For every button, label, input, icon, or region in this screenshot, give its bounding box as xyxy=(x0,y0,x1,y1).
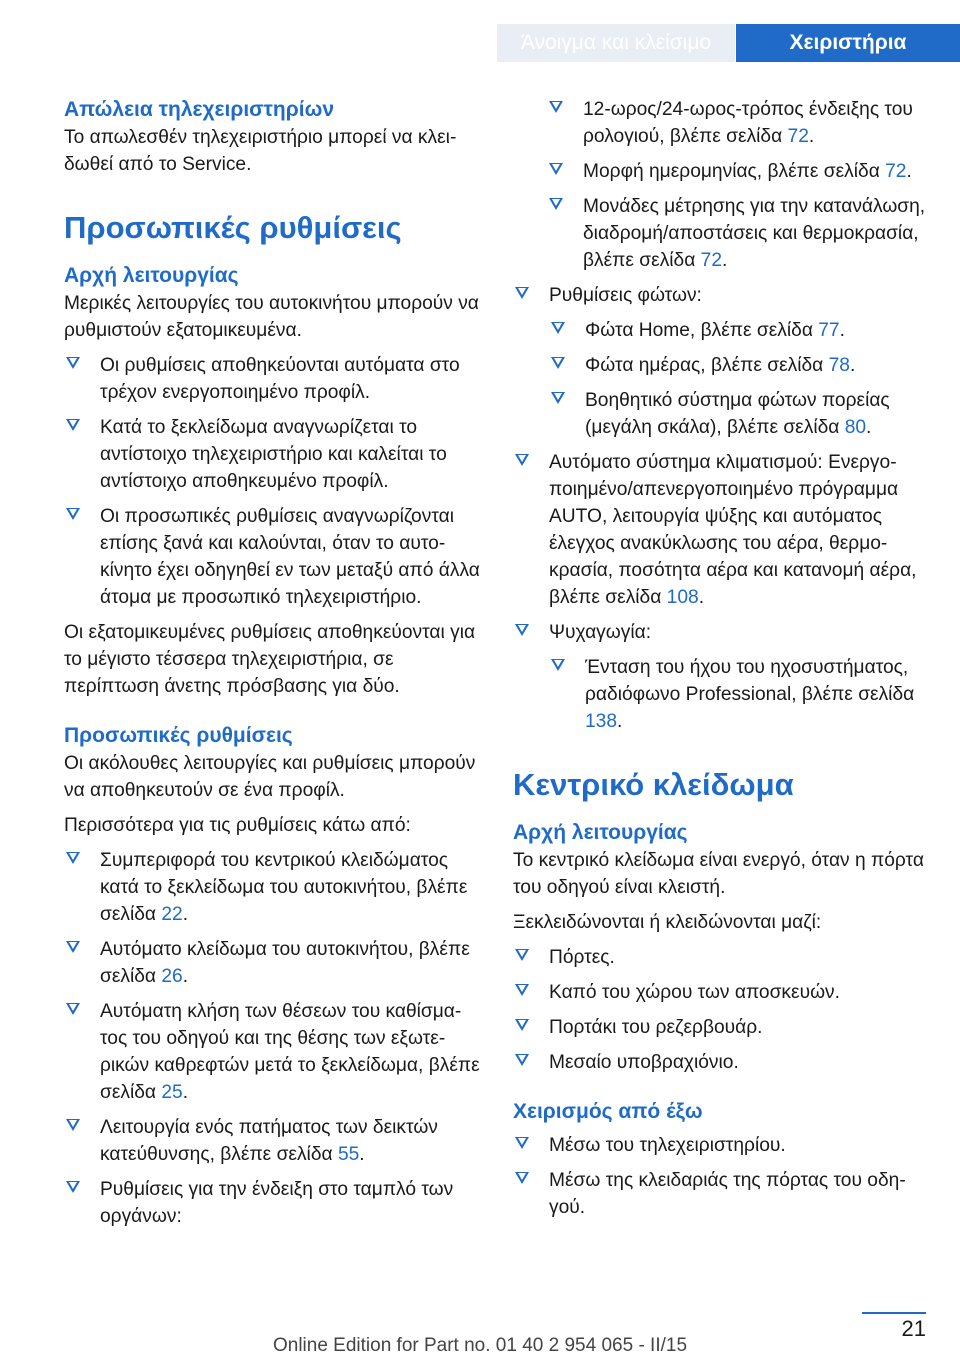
list-item: Λειτουργία ενός πατήματος των δεικτών κατεύθυνσης, βλέπε σελίδα 55. xyxy=(64,1114,482,1168)
list-item: Κατά το ξεκλείδωμα αναγνωρίζεται το αντίστοιχο τηλεχειριστήριο και καλείται το αντίστοιχο αποθηκευμένο προφίλ. xyxy=(64,414,482,495)
list-item: Συμπεριφορά του κεντρικού κλειδώματος κατά το ξεκλείδωμα του αυτοκινήτου, βλέπε σελίδα 22. xyxy=(64,847,482,928)
personal-settings-heading: Προσωπικές ρυθμίσεις xyxy=(64,210,402,245)
triangle-bullet-icon xyxy=(515,288,529,300)
lost-remote-heading: Απώλεια τηλεχειριστηρίων xyxy=(64,98,334,121)
list-item: Φώτα Home, βλέπε σελίδα 77. xyxy=(549,317,927,344)
triangle-bullet-icon xyxy=(515,1173,529,1185)
triangle-bullet-icon xyxy=(515,985,529,997)
list-item: Μεσαίο υποβραχιόνιο. xyxy=(513,1049,927,1076)
header-section-label: Άνοιγμα και κλείσιμο xyxy=(520,31,712,54)
right-column xyxy=(513,96,927,1229)
page-reference-link[interactable]: 78 xyxy=(828,355,850,376)
display-sublist xyxy=(513,96,927,274)
triangle-bullet-icon xyxy=(551,358,565,370)
header-section-tab xyxy=(497,24,735,62)
page-reference-link[interactable]: 80 xyxy=(844,417,867,438)
list-item: Βοηθητικό σύστημα φώτων πορείας (μεγάλη σκάλα), βλέπε σελίδα 80. xyxy=(549,387,927,441)
page-reference-link[interactable]: 25 xyxy=(161,1082,183,1103)
central-principle-heading: Αρχή λειτουργίας xyxy=(513,821,688,844)
triangle-bullet-icon xyxy=(549,164,563,176)
triangle-bullet-icon xyxy=(66,942,80,954)
list-item: Φώτα ημέρας, βλέπε σελίδα 78. xyxy=(549,352,927,379)
list-item: Μέσω του τηλεχειριστηρίου. xyxy=(513,1132,927,1159)
list-item: Ρυθμίσεις φώτων: Φώτα Home, βλέπε σελίδα 77. Φώτα ημέρας, βλέπε σελίδα 78. Βοηθητικό σύστημα φώτων πορείας (μεγάλη σκάλα), βλέπε σελίδα 80. xyxy=(513,282,927,441)
list-item: Αυτόματο κλείδωμα του αυτοκινήτου, βλέπε σελίδα 26. xyxy=(64,936,482,990)
list-item: Αυτόματη κλήση των θέσεων του καθίσματος του οδηγού και της θέσης των εξωτερικών καθρεφτών μετά το ξεκλείδωμα, βλέπε σελίδα 25. xyxy=(64,998,482,1106)
page-reference-link[interactable]: 72 xyxy=(787,126,809,147)
triangle-bullet-icon xyxy=(549,102,563,114)
triangle-bullet-icon xyxy=(551,393,565,405)
triangle-bullet-icon xyxy=(66,853,80,865)
triangle-bullet-icon xyxy=(515,455,529,467)
page-header xyxy=(0,0,960,62)
list-item: Ψυχαγωγία: Ένταση του ήχου του ηχοσυστήματος, ραδιόφωνο Professional, βλέπε σελίδα 138. xyxy=(513,619,927,735)
triangle-bullet-icon xyxy=(515,1055,529,1067)
central-list xyxy=(513,944,927,1076)
settings-list xyxy=(64,847,482,1230)
outside-list xyxy=(513,1132,927,1221)
principle-note: Οι εξατομικευμένες ρυθμίσεις αποθηκεύονται για το μέγιστο τέσσερα τηλεχειριστήρια, σε περίπτωση άνετης πρόσβασης για δύο. xyxy=(64,622,476,697)
central-locking-heading: Κεντρικό κλείδωμα xyxy=(513,767,794,802)
triangle-bullet-icon xyxy=(515,1138,529,1150)
list-item: Ρυθμίσεις για την ένδειξη στο ταμπλό των οργάνων: xyxy=(64,1176,482,1230)
settings-heading: Προσωπικές ρυθμίσεις xyxy=(64,724,293,747)
page-number: 21 xyxy=(901,1316,926,1341)
list-item: Ένταση του ήχου του ηχοσυστήματος, ραδιόφωνο Professional, βλέπε σελίδα 138. xyxy=(549,654,927,735)
page-reference-link[interactable]: 26 xyxy=(161,966,183,987)
list-item: Πόρτες. xyxy=(513,944,927,971)
entertainment-sublist xyxy=(549,654,927,735)
list-item: Οι ρυθμίσεις αποθηκεύονται αυτόματα στο τρέχον ενεργοποιημένο προφίλ. xyxy=(64,352,482,406)
central-lock-text: Ξεκλειδώνονται ή κλειδώνονται μαζί: xyxy=(513,912,822,933)
page-reference-link[interactable]: 22 xyxy=(161,904,183,925)
header-chapter-tab: Χειριστήρια xyxy=(736,24,960,62)
page-reference-link[interactable]: 55 xyxy=(337,1144,360,1165)
list-item: 12-ωρος/24-ωρος-τρόπος ένδειξης του ρολογιού, βλέπε σελίδα 72. xyxy=(547,96,927,150)
list-item: Αυτόματο σύστημα κλιματισμού: Ενεργοποιημένο/απενεργοποιημένο πρόγραμμα AUTO, λειτουργία ψύξης και αυτόματος έλεγχος ανακύκλωσης του αέρα, θερμοκρασία, ποσότητα αέρα και κατανομή αέρα, βλέπε σελίδα 108. xyxy=(513,449,927,611)
page-reference-link[interactable]: 138 xyxy=(585,711,618,732)
page-reference-link[interactable]: 72 xyxy=(885,161,907,182)
triangle-bullet-icon xyxy=(515,1020,529,1032)
triangle-bullet-icon xyxy=(66,420,80,432)
left-column xyxy=(64,96,482,1238)
settings-text: Οι ακόλουθες λειτουργίες και ρυθμίσεις μπορούν να αποθηκευτούν σε ένα προφίλ. xyxy=(64,753,476,801)
triangle-bullet-icon xyxy=(66,1004,80,1016)
edition-footer: Online Edition for Part no. 01 40 2 954 065 - II/15 xyxy=(272,1335,688,1356)
settings-list-continued xyxy=(513,282,927,735)
outside-operation-heading: Χειρισμός από έξω xyxy=(513,1100,703,1123)
triangle-bullet-icon xyxy=(551,660,565,672)
list-item: Πορτάκι του ρεζερβουάρ. xyxy=(513,1014,927,1041)
triangle-bullet-icon xyxy=(551,323,565,335)
lost-remote-text: Το απωλεσθέν τηλεχειριστήριο μπορεί να κλειδωθεί από το Service. xyxy=(64,127,457,175)
principle-text: Μερικές λειτουργίες του αυτοκινήτου μπορούν να ρυθμιστούν εξατομικευμένα. xyxy=(64,293,479,341)
page-reference-link[interactable]: 77 xyxy=(818,320,840,341)
triangle-bullet-icon xyxy=(515,950,529,962)
triangle-bullet-icon xyxy=(66,1182,80,1194)
lights-sublist xyxy=(549,317,927,441)
list-item: Μέσω της κλειδαριάς της πόρτας του οδηγού. xyxy=(513,1167,927,1221)
triangle-bullet-icon xyxy=(549,199,563,211)
triangle-bullet-icon xyxy=(66,358,80,370)
list-item: Μονάδες μέτρησης για την κατανάλωση, διαδρομή/αποστάσεις και θερμοκρασία, βλέπε σελίδα 72. xyxy=(547,193,927,274)
principle-heading: Αρχή λειτουργίας xyxy=(64,264,239,287)
triangle-bullet-icon xyxy=(66,1120,80,1132)
triangle-bullet-icon xyxy=(515,625,529,637)
list-item: Οι προσωπικές ρυθμίσεις αναγνωρίζονται επίσης ξανά και καλούνται, όταν το αυτοκίνητο έχει οδηγηθεί εν των μεταξύ από άλλα άτομα με προσωπικό τηλεχειριστήριο. xyxy=(64,503,482,611)
central-text: Το κεντρικό κλείδωμα είναι ενεργό, όταν η πόρτα του οδηγού είναι κλειστή. xyxy=(513,850,924,898)
page-reference-link[interactable]: 108 xyxy=(666,587,699,608)
principle-list xyxy=(64,352,482,611)
footer-divider xyxy=(862,1312,926,1314)
settings-more-text: Περισσότερα για τις ρυθμίσεις κάτω από: xyxy=(64,815,411,836)
list-item: Μορφή ημερομηνίας, βλέπε σελίδα 72. xyxy=(547,158,927,185)
triangle-bullet-icon xyxy=(66,509,80,521)
list-item: Καπό του χώρου των αποσκευών. xyxy=(513,979,927,1006)
page-reference-link[interactable]: 72 xyxy=(700,250,723,271)
